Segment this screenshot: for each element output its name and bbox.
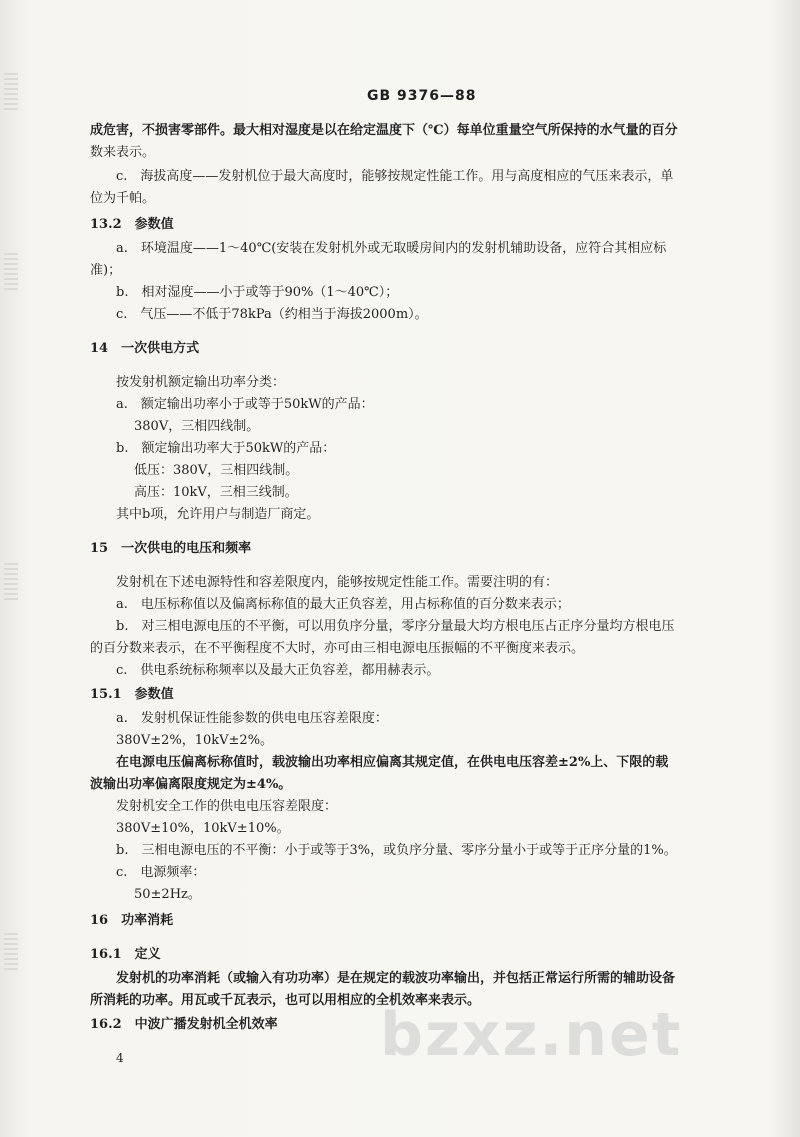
page-header: GB 9376—88 [367, 88, 477, 104]
section-heading: 16.2 中波广播发射机全机效率 [90, 1017, 278, 1032]
text-line: 低压：380V，三相四线制。 [134, 463, 299, 478]
text-line: 数来表示。 [90, 145, 156, 160]
text-line: 波输出功率偏离限度规定为±4%。 [90, 777, 292, 792]
text-line: 380V±10%，10kV±10%。 [116, 821, 290, 836]
text-line: b. 对三相电源电压的不平衡，可以用负序分量，零序分量最大均方根电压占正序分量均方根电压 [116, 619, 675, 634]
text-line: a. 电压标称值以及偏离标称值的最大正负容差，用占标称值的百分数来表示； [116, 597, 570, 612]
text-line: 发射机的功率消耗（或输入有功功率）是在规定的载波功率输出，并包括正常运行所需的辅助设备 [116, 971, 676, 986]
scan-speckle [4, 560, 18, 600]
text-line: 成危害，不损害零部件。最大相对湿度是以在给定温度下（℃）每单位重量空气所保持的水气量的百分 [90, 123, 678, 138]
section-heading: 16 功率消耗 [90, 913, 174, 928]
text-line: c. 电源频率： [116, 865, 206, 880]
text-line: 高压：10kV，三相三线制。 [134, 485, 298, 500]
text-line: 发射机在下述电源特性和容差限度内，能够按规定性能工作。需要注明的有： [116, 575, 559, 590]
text-line: c. 气压——不低于78kPa（约相当于海拔2000m）。 [116, 307, 428, 322]
text-line: b. 相对湿度——小于或等于90%（1～40℃）； [116, 285, 399, 300]
section-heading: 14 一次供电方式 [90, 341, 200, 356]
section-heading: 16.1 定义 [90, 947, 161, 962]
section-heading: 15.1 参数值 [90, 687, 174, 702]
text-line: 在电源电压偏离标称值时，载波输出功率相应偏离其规定值，在供电电压容差±2%上、下限的载 [116, 755, 669, 770]
text-line: 50±2Hz。 [134, 887, 201, 902]
text-line: b. 额定输出功率大于50kW的产品： [116, 441, 336, 456]
text-line: 380V，三相四线制。 [134, 419, 260, 434]
section-heading: 13.2 参数值 [90, 217, 174, 232]
text-line: a. 发射机保证性能参数的供电电压容差限度： [116, 711, 388, 726]
text-line: b. 三相电源电压的不平衡：小于或等于3%，或负序分量、零序分量小于或等于正序分量的1%。 [116, 843, 677, 858]
scan-speckle [4, 250, 18, 290]
text-line: c. 海拔高度——发射机位于最大高度时，能够按规定性能工作。用与高度相应的气压来表示，单 [116, 169, 674, 184]
text-line: 380V±2%，10kV±2%。 [116, 733, 274, 748]
scan-speckle [4, 70, 18, 110]
text-line: a. 额定输出功率小于或等于50kW的产品： [116, 397, 374, 412]
page-number: 4 [116, 1051, 124, 1065]
text-line: 位为千帕。 [90, 191, 156, 206]
scan-speckle [4, 930, 18, 970]
text-line: 准)； [90, 263, 122, 278]
text-line: 的百分数来表示，在不平衡程度不大时，亦可由三相电源电压振幅的不平衡度来表示。 [90, 641, 585, 656]
text-line: 发射机安全工作的供电电压容差限度： [116, 799, 338, 814]
text-line: 所消耗的功率。用瓦或千瓦表示，也可以用相应的全机效率来表示。 [90, 993, 481, 1008]
text-line: c. 供电系统标称频率以及最大正负容差，都用赫表示。 [116, 663, 440, 678]
text-line: 按发射机额定输出功率分类： [116, 375, 286, 390]
text-line: 其中b项，允许用户与制造厂商定。 [116, 507, 320, 522]
watermark: bzxz.net [380, 1000, 683, 1070]
text-line: a. 环境温度——1～40℃(安装在发射机外或无取暖房间内的发射机辅助设备，应符合其相应标 [116, 241, 667, 256]
section-heading: 15 一次供电的电压和频率 [90, 541, 252, 556]
